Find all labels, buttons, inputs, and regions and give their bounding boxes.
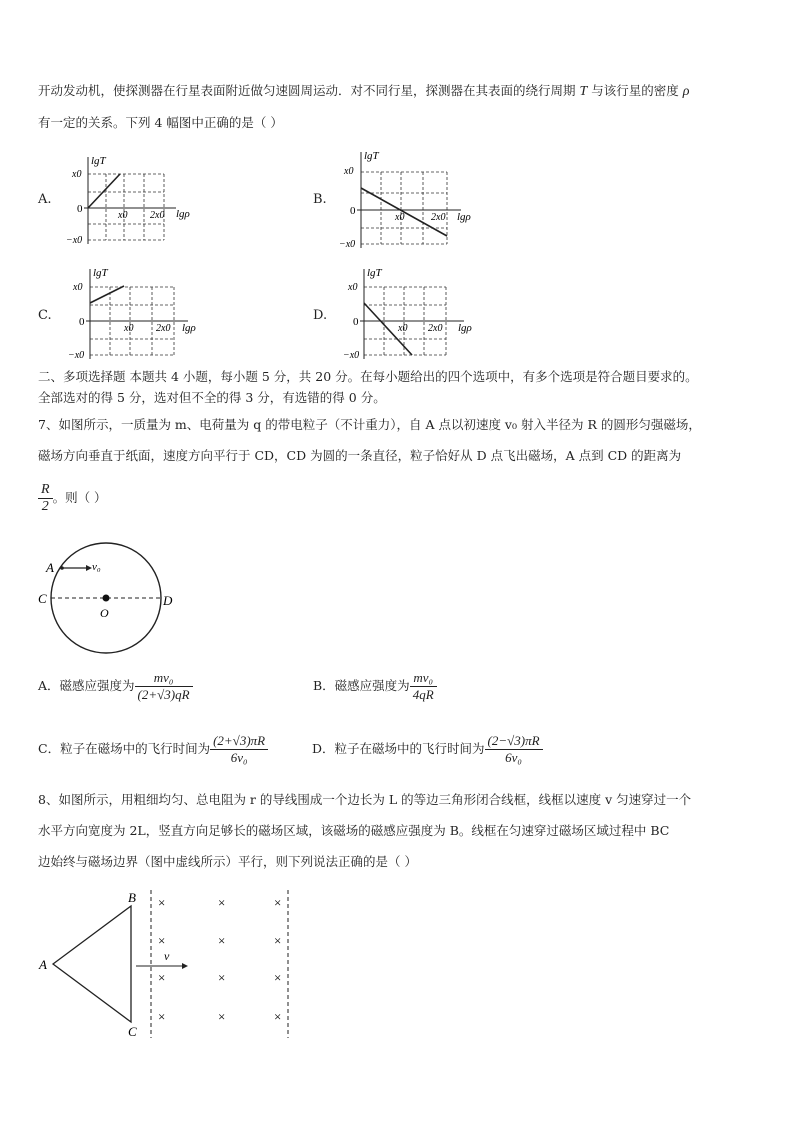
- graph-d-xtick-2x0: 2x0: [428, 323, 443, 334]
- graph-c-ylabel: lgT: [93, 267, 108, 279]
- q7-fig-label-v0: v₀: [92, 561, 101, 573]
- graph-b-xtick-2x0: 2x0: [431, 212, 446, 223]
- section2-line2: 全部选对的得 5 分，选对但不全的得 3 分，有选错的得 0 分。: [38, 390, 386, 405]
- graph-d: [340, 265, 490, 365]
- option-c-label: C.: [38, 308, 52, 323]
- graph-b-ylabel: lgT: [364, 150, 379, 162]
- graph-a-line: [88, 174, 120, 208]
- graph-b-xtick-x0: x0: [395, 212, 405, 223]
- q8-line3: 边始终与磁场边界（图中虚线所示）平行，则下列说法正确的是（ ）: [38, 854, 417, 869]
- section2-line1: 二、多项选择题 本题共 4 小题，每小题 5 分，共 20 分。在每小题给出的四个选项中，有多个选项是符合题目要求的。: [38, 369, 698, 384]
- q7-option-a: A．磁感应强度为 $\frac{\text{mv₀}}{(2+√3)qR}$: [38, 670, 193, 703]
- graph-a-tick-zero: 0: [77, 203, 83, 215]
- graph-b: [335, 148, 485, 253]
- graph-b-tick-x0: x0: [344, 166, 354, 177]
- q7-fig-label-c: C: [38, 591, 47, 606]
- q6-line1: 开动发动机，使探测器在行星表面附近做匀速圆周运动．对不同行星，探测器在其表面的绕行周期 T 与该行星的密度 ρ: [38, 83, 690, 99]
- graph-b-xlabel: lgρ: [457, 211, 471, 223]
- cross: ×: [274, 933, 282, 948]
- graph-c-line: [90, 286, 124, 303]
- q7-fig-label-d: D: [163, 593, 173, 608]
- q8-fig-label-v: v: [164, 949, 170, 963]
- cross: ×: [158, 933, 166, 948]
- q7-line3: $\frac{R}{2}$ 。则（ ）: [38, 482, 107, 515]
- q8-field-crosses: [158, 895, 281, 1024]
- q8-line1: 8、如图所示，用粗细均匀、总电阻为 r 的导线围成一个边长为 L 的等边三角形闭合线框，线框以速度 v 匀速穿过一个: [38, 792, 692, 807]
- graph-c-xlabel: lgρ: [182, 322, 196, 334]
- graph-c-tick-x0: x0: [73, 282, 83, 293]
- graph-a: [60, 152, 200, 247]
- graph-a-tick-negx0: −x0: [66, 235, 83, 246]
- q8-fig-label-c: C: [128, 1024, 137, 1039]
- q8-line2: 水平方向宽度为 2L，竖直方向足够长的磁场区域，该磁场的磁感应强度为 B。线框在匀速穿过磁场区域过程中 BC: [38, 823, 670, 838]
- q7-figure: [36, 540, 186, 680]
- graph-a-xtick-x0: x0: [118, 210, 128, 221]
- graph-d-xlabel: lgρ: [458, 322, 472, 334]
- cross: ×: [274, 970, 282, 985]
- q7-line2: 磁场方向垂直于纸面，速度方向平行于 CD，CD 为圆的一条直径，粒子恰好从 D 点飞出磁场，A 点到 CD 的距离为: [38, 448, 682, 463]
- graph-a-xtick-2x0: 2x0: [150, 210, 165, 221]
- graph-c-xtick-2x0: 2x0: [156, 323, 171, 334]
- q7-line1: 7、如图所示，一质量为 m、电荷量为 q 的带电粒子（不计重力），自 A 点以初速度 v₀ 射入半径为 R 的圆形匀强磁场，: [38, 417, 701, 432]
- q7-fig-label-a: A: [46, 560, 54, 575]
- graph-b-tick-zero: 0: [350, 205, 356, 217]
- graph-c: [62, 265, 212, 365]
- cross: ×: [218, 895, 226, 910]
- q8-fig-label-b: B: [128, 890, 136, 905]
- q8-figure: [36, 890, 306, 1040]
- cross: ×: [274, 1009, 282, 1024]
- graph-d-xtick-x0: x0: [398, 323, 408, 334]
- option-a-label: A.: [38, 192, 52, 207]
- q6-line2: 有一定的关系。下列 4 幅图中正确的是（ ）: [38, 115, 283, 130]
- cross: ×: [218, 933, 226, 948]
- q7-option-b: B．磁感应强度为 $\frac{\text{mv₀}}{4qR}$: [313, 670, 437, 703]
- graph-d-tick-x0: x0: [348, 282, 358, 293]
- graph-a-ylabel: lgT: [91, 155, 106, 167]
- graph-a-xlabel: lgρ: [176, 208, 190, 220]
- graph-d-tick-zero: 0: [353, 316, 359, 328]
- cross: ×: [158, 895, 166, 910]
- cross: ×: [218, 1009, 226, 1024]
- cross: ×: [218, 970, 226, 985]
- graph-d-tick-negx0: −x0: [343, 350, 360, 361]
- q7-option-d: D．粒子在磁场中的飞行时间为 $\frac{(2-√3)\pi R}{\text{6v₀}}$: [312, 733, 543, 766]
- graph-c-xtick-x0: x0: [124, 323, 134, 334]
- q7-r-over-2: $\frac{R}{2}$: [38, 482, 53, 515]
- q7-option-c: C．粒子在磁场中的飞行时间为 $\frac{(2+√3)\pi R}{\text{6v₀}}$: [38, 733, 268, 766]
- option-b-label: B.: [313, 192, 327, 207]
- graph-c-tick-negx0: −x0: [68, 350, 85, 361]
- graph-a-tick-x0: x0: [72, 169, 82, 180]
- graph-d-ylabel: lgT: [367, 267, 382, 279]
- option-d-label: D.: [313, 308, 328, 323]
- cross: ×: [158, 1009, 166, 1024]
- q7-fig-label-o: O: [100, 606, 109, 620]
- graph-c-tick-zero: 0: [79, 316, 85, 328]
- cross: ×: [158, 970, 166, 985]
- graph-b-tick-negx0: −x0: [339, 239, 356, 250]
- cross: ×: [274, 895, 282, 910]
- q8-fig-label-a: A: [39, 957, 47, 972]
